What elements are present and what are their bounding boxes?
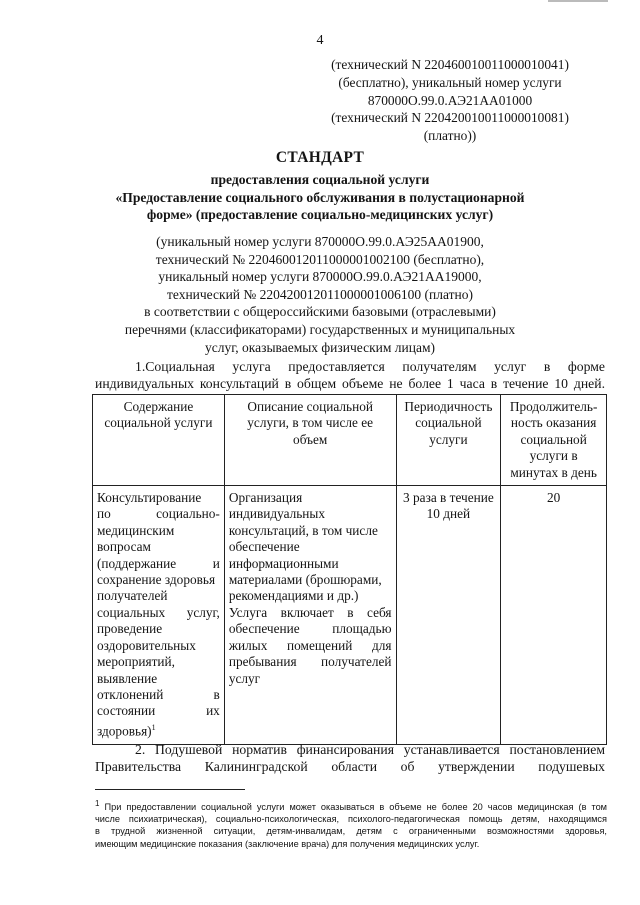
- service-table: [92, 394, 607, 745]
- header-line: услуги: [429, 431, 468, 447]
- standard-subtitle: [80, 171, 560, 224]
- header-content: [93, 395, 225, 486]
- paragraph-line: индивидуальных консультаций в общем объеме не более 1 часа в течение 10 дней.: [95, 375, 605, 391]
- cell-periodicity: [396, 486, 501, 745]
- cell-line: обеспечение: [228, 539, 300, 555]
- header-line: Содержание: [123, 399, 194, 414]
- page-number: 4: [316, 33, 324, 48]
- cell-line: отклонений в: [97, 686, 220, 702]
- cell-line: сохранение здоровья: [97, 572, 216, 588]
- cell-line: выявление: [97, 670, 158, 686]
- cell-line: Организация: [228, 490, 303, 506]
- cell-line: проведение: [97, 621, 163, 637]
- header-line: услуги в: [529, 448, 578, 464]
- cell-line: услуг: [228, 670, 261, 686]
- footnote-line: числе психиатрическая), социально-психологическая, психолого-педагогическая помощь детям, находящимся: [95, 814, 607, 825]
- service-info-block: [80, 233, 560, 356]
- header-line: социальной: [520, 431, 587, 447]
- cell-line: оздоровительных: [97, 637, 196, 653]
- cell-line: консультаций, в том числе: [228, 522, 378, 538]
- info-line: (уникальный номер услуги 870000О.99.0.АЭ25АА01900,: [156, 234, 484, 249]
- header-duration: [501, 395, 607, 486]
- code-line: (бесплатно), уникальный номер услуги: [338, 74, 562, 90]
- corner-mark: [548, 0, 608, 2]
- cell-line: получателей: [97, 588, 168, 604]
- header-periodicity: [396, 395, 501, 486]
- cell-line: Консультирование: [97, 490, 202, 506]
- header-line: социальной услуги: [104, 415, 213, 431]
- paragraph-line: 1.Социальная услуга предоставляется получателям услуг в форме: [135, 359, 605, 374]
- code-line: (технический N 220420010011000010081): [331, 110, 569, 126]
- info-line: технический № 220420012011000001006100 (платно): [166, 286, 473, 302]
- paragraph-2: [95, 741, 605, 775]
- header-line: Описание социальной: [247, 399, 373, 414]
- footnote-divider: [95, 789, 245, 790]
- header-line: услуги, в том числе ее: [247, 415, 374, 431]
- header-line: объем: [293, 431, 328, 447]
- header-line: ность оказания: [510, 415, 597, 431]
- footnote-text: При предоставлении социальной услуги может оказываться в объеме не более 20 часов медицинская (в том: [104, 802, 608, 813]
- code-line: 870000О.99.0.АЭ21АА01000: [367, 92, 533, 108]
- header-line: социальной: [415, 415, 482, 431]
- cell-line: мероприятий,: [97, 654, 175, 670]
- footnote-line: имеющим медицинские показания (заключение врача) для получения медицинских услуг.: [95, 838, 480, 849]
- info-line: технический № 220460012011000001002100 (бесплатно),: [155, 251, 485, 267]
- cell-line: информационными: [228, 555, 339, 571]
- footnote-line: [95, 798, 607, 813]
- info-line: в соответствии с общероссийскими базовыми (отраслевыми): [144, 304, 496, 320]
- table-row: [93, 486, 607, 745]
- cell-line: индивидуальных: [228, 506, 326, 522]
- cell-line: жилых помещений для: [228, 637, 392, 653]
- cell-duration: 20: [501, 486, 607, 745]
- cell-line: 10 дней: [426, 506, 471, 522]
- cell-line: медицинским: [97, 522, 175, 538]
- header-description: [224, 395, 396, 486]
- service-codes-continuation: [300, 56, 600, 145]
- footnote-reference: 1: [151, 722, 156, 732]
- cell-service-description: [224, 486, 396, 745]
- cell-line: состоянии их: [97, 703, 220, 719]
- cell-line-last: [97, 720, 220, 740]
- subtitle-line: форме» (предоставление социально-медицинских услуг): [146, 207, 494, 222]
- cell-line: обеспечение площадью: [228, 621, 392, 637]
- header-line: Продолжитель-: [509, 399, 598, 414]
- cell-line: вопросам: [97, 539, 151, 555]
- code-line: (технический N 220460010011000010041): [331, 57, 569, 72]
- footnote: [95, 798, 607, 850]
- standard-title: СТАНДАРТ: [275, 149, 365, 166]
- cell-line: социальных услуг,: [97, 604, 220, 620]
- info-line: перечнями (классификаторами) государственных и муниципальных: [124, 321, 516, 337]
- cell-line: Услуга включает в себя: [228, 604, 392, 620]
- subtitle-line: «Предоставление социального обслуживания в полустационарной: [115, 189, 525, 205]
- paragraph-line: Правительства Калининградской области об утверждении подушевых: [95, 759, 605, 774]
- paragraph-1: [95, 359, 605, 392]
- footnote-marker: 1: [95, 799, 100, 808]
- cell-line: здоровья): [97, 723, 152, 739]
- info-line: услуг, оказываемых физическим лицам): [205, 339, 435, 355]
- cell-line: материалами (брошюрами,: [228, 572, 382, 588]
- paragraph-line: 2. Подушевой норматив финансирования устанавливается постановлением: [135, 742, 605, 757]
- table-header-row: [93, 395, 607, 486]
- footnote-line: в трудной жизненной ситуации, детям-инвалидам, детям с ограниченными возможностями здоровья,: [95, 826, 607, 837]
- info-line: уникальный номер услуги 870000О.99.0.АЭ21АА19000,: [158, 269, 482, 285]
- header-line: минутах в день: [510, 464, 597, 480]
- cell-line: по социально-: [97, 506, 220, 522]
- cell-line: рекомендациями и др.): [228, 588, 359, 604]
- cell-line: пребывания получателей: [228, 654, 392, 670]
- cell-line: 3 раза в течение: [403, 490, 494, 506]
- cell-line: (поддержание и: [97, 555, 220, 571]
- subtitle-line: предоставления социальной услуги: [210, 172, 430, 187]
- code-line: (платно)): [423, 128, 477, 144]
- cell-service-content: [93, 486, 225, 745]
- header-line: Периодичность: [404, 399, 493, 414]
